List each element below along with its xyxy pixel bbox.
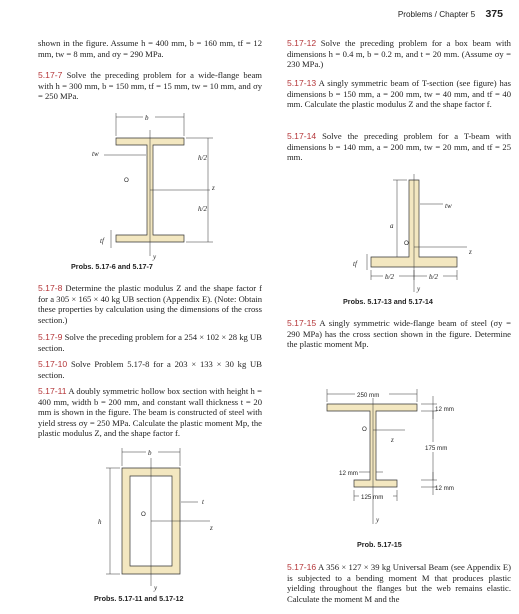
dim-bottom-flange-thickness: 12 mm	[435, 485, 454, 492]
problem-5-17-9: 5.17-9 Solve the preceding problem for a 254 × 102 × 28 kg UB section.	[38, 332, 262, 353]
dim-top-width: 250 mm	[357, 392, 380, 399]
label-h2-bottom: h/2	[198, 205, 207, 213]
problem-5-17-14: 5.17-14 Solve the preceding problem for a T-beam with dimensions b = 140 mm, a = 200 mm, tw = 20 mm, and tf = 25 mm.	[287, 131, 511, 163]
label-h: h	[98, 518, 102, 526]
label-y: y	[153, 253, 157, 261]
label-y: y	[417, 285, 421, 293]
label-h2-top: h/2	[198, 154, 207, 162]
label-z: z	[212, 184, 215, 192]
label-z: z	[469, 248, 472, 256]
left-intro: shown in the figure. Assume h = 400 mm, b = 160 mm, tf = 12 mm, tw = 8 mm, and σy = 290 MPa.	[38, 38, 262, 59]
label-y: y	[376, 516, 380, 524]
dim-top-flange-thickness: 12 mm	[435, 406, 454, 413]
problem-5-17-8: 5.17-8 Determine the plastic modulus Z and the shape factor f for a 305 × 165 × 40 kg UB section (Appendix E). (Note: Obtain these properties by calculation using the dimensions of the cross section.)	[38, 283, 262, 325]
label-origin: O	[404, 240, 409, 247]
problem-5-17-12: 5.17-12 Solve the preceding problem for a box beam with dimensions h = 0.4 m, b = 0.2 m, and t = 20 mm. (Assume σy = 230 MPa.)	[287, 38, 511, 70]
label-t: t	[202, 498, 204, 506]
page-number: 375	[485, 8, 503, 20]
t-section-figure	[287, 170, 511, 295]
label-tw: tw	[92, 150, 99, 158]
label-b: b	[145, 114, 149, 122]
figure-caption-3: Probs. 5.17-13 and 5.17-14	[343, 297, 433, 306]
label-origin: O	[362, 426, 367, 433]
problem-5-17-13: 5.17-13 A singly symmetric beam of T-section (see figure) has dimensions b = 150 mm, a = 200 mm, tw = 40 mm, and tf = 40 mm. Calculate the plastic modulus Z and the shape factor f.	[287, 78, 511, 110]
label-z: z	[210, 524, 213, 532]
problem-5-17-7: 5.17-7 Solve the preceding problem for a wide-flange beam with h = 300 mm, b = 150 mm, tf = 15 mm, tw = 10 mm, and σy = 250 MPa.	[38, 70, 262, 102]
problem-5-17-10: 5.17-10 Solve Problem 5.17-8 for a 203 × 133 × 30 kg UB section.	[38, 359, 262, 380]
figure-caption-4: Prob. 5.17-15	[357, 540, 402, 549]
label-tf: tf	[353, 260, 357, 268]
label-z: z	[391, 436, 394, 444]
box-section-figure	[38, 444, 262, 594]
running-header	[398, 9, 503, 21]
problem-5-17-11: 5.17-11 A doubly symmetric hollow box section with height h = 400 mm, width b = 200 mm, and constant wall thickness t = 20 mm is shown in the figure. The beam is constructed of steel with yield stress σy = 250 MPa. Calculate the plastic moment Mp, the plastic modulus Z, and the shape factor f.	[38, 386, 262, 439]
figure-caption-2: Probs. 5.17-11 and 5.17-12	[94, 594, 184, 603]
label-b: b	[148, 449, 152, 457]
label-b2-right: b/2	[429, 273, 438, 281]
running-title: Problems / Chapter 5	[397, 10, 476, 19]
dim-web-height: 175 mm	[425, 445, 448, 452]
label-origin: O	[141, 511, 146, 518]
wide-flange-figure	[38, 108, 262, 262]
dim-bottom-width: 125 mm	[361, 494, 384, 501]
problem-5-17-16: 5.17-16 A 356 × 127 × 39 kg Universal Beam (see Appendix E) is subjected to a bending moment M that produces plastic yielding throughout the flanges but the web remains elastic. Calculate the moment M and the	[287, 562, 511, 604]
singly-symmetric-flange-figure	[287, 386, 511, 536]
problem-5-17-15: 5.17-15 A singly symmetric wide-flange beam of steel (σy = 290 MPa) has the cross section shown in the figure. Determine the plastic moment Mp.	[287, 318, 511, 350]
label-a: a	[390, 222, 394, 230]
label-tf: tf	[100, 237, 104, 245]
label-y: y	[154, 584, 158, 592]
label-b2-left: b/2	[385, 273, 394, 281]
dim-web-thickness: 12 mm	[339, 470, 358, 477]
label-origin: O	[124, 177, 129, 184]
figure-caption-1: Probs. 5.17-6 and 5.17-7	[71, 262, 153, 271]
label-tw: tw	[445, 202, 452, 210]
